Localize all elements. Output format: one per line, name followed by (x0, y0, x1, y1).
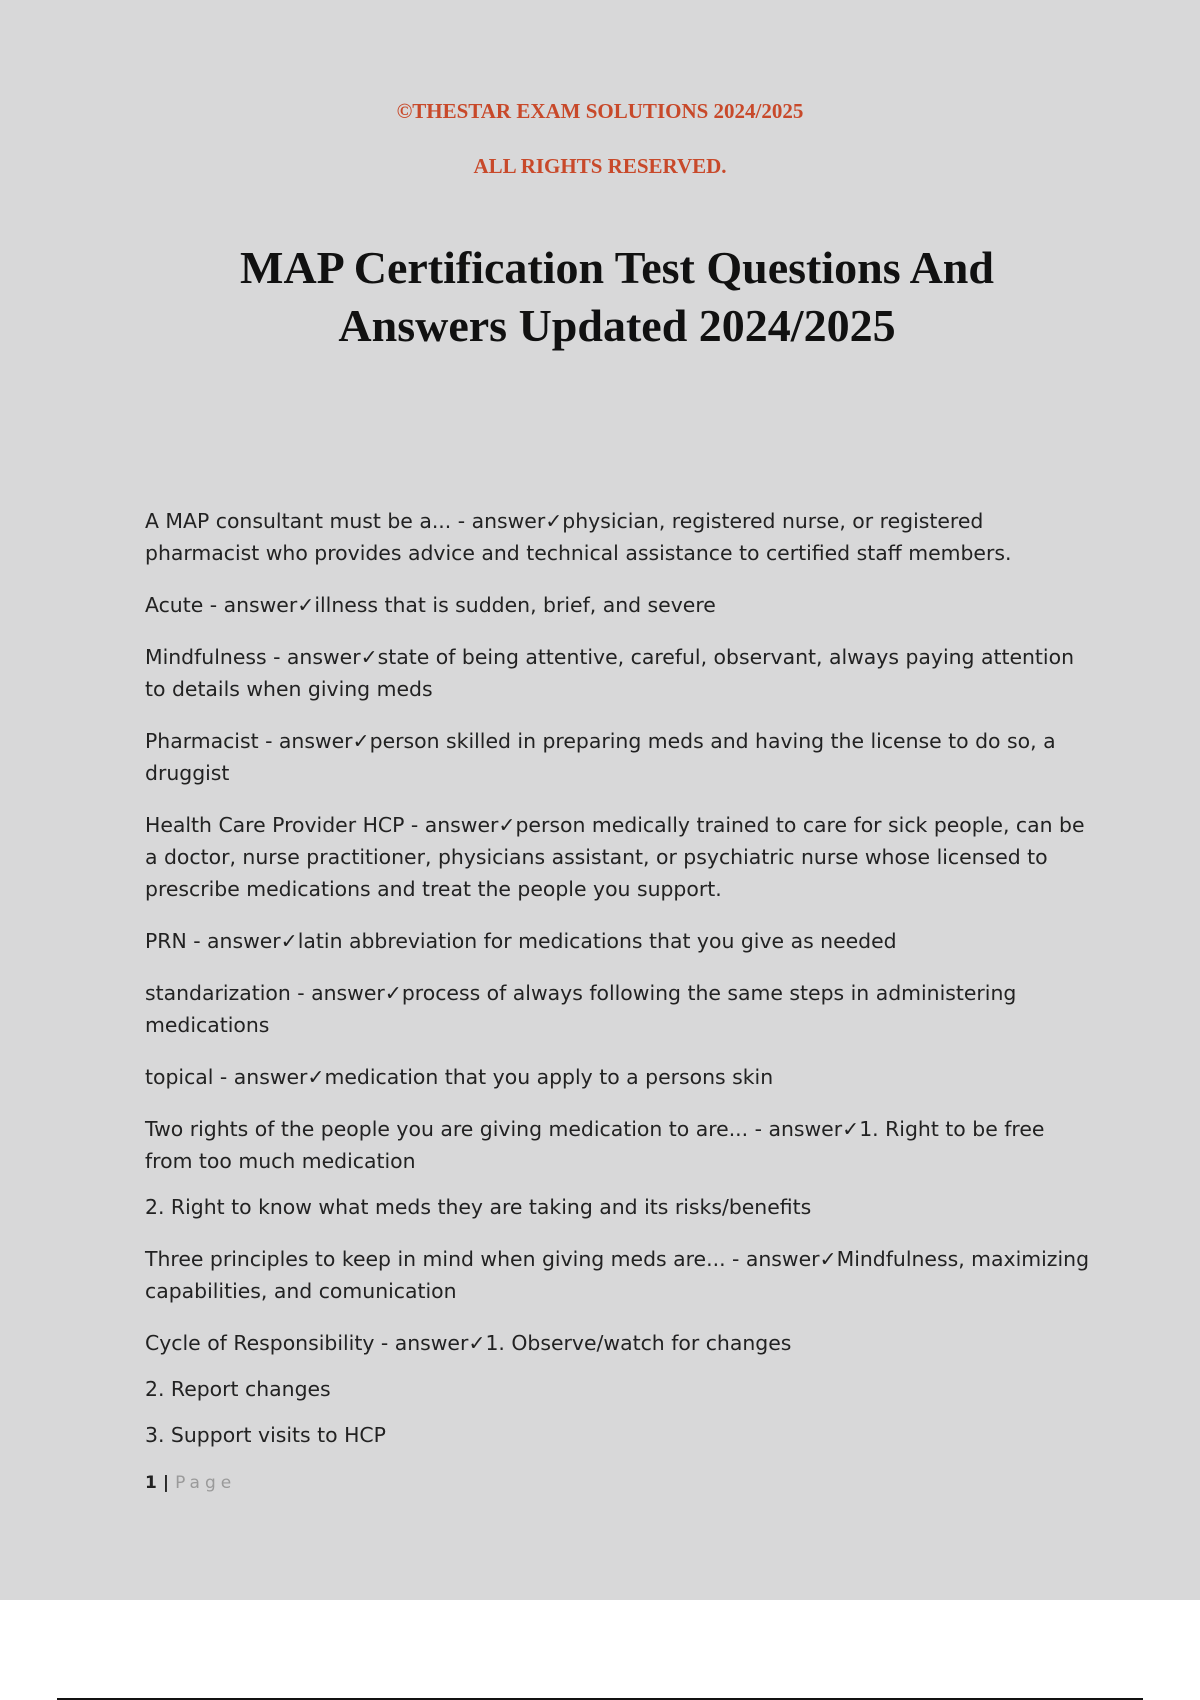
qa-entry: standarization - answer✓process of always following the same steps in administering medications (145, 981, 1017, 1037)
qa-entry: 2. Right to know what meds they are taking and its risks/benefits (145, 1195, 812, 1219)
page-label: Page (175, 1473, 237, 1493)
page-number: 1 (145, 1473, 157, 1493)
title-line-2: Answers Updated 2024/2025 (338, 300, 896, 351)
qa-entry: 3. Support visits to HCP (145, 1423, 386, 1447)
copyright-header: ©THESTAR EXAM SOLUTIONS 2024/2025 (396, 99, 804, 123)
page-footer (145, 1473, 236, 1493)
qa-entry: Acute - answer✓illness that is sudden, brief, and severe (145, 593, 716, 617)
qa-list (145, 505, 1095, 1471)
qa-entry: Health Care Provider HCP - answer✓person medically trained to care for sick people, can be a doctor, nurse practitioner, physicians assistant, or psychiatric nurse whose licensed to prescribe medications and treat the people you support. (145, 813, 1085, 901)
qa-entry: Cycle of Responsibility - answer✓1. Observe/watch for changes (145, 1331, 792, 1355)
qa-entry: Three principles to keep in mind when giving meds are... - answer✓Mindfulness, maximizing capabilities, and comunication (145, 1247, 1090, 1303)
qa-entry: A MAP consultant must be a... - answer✓physician, registered nurse, or registered pharmacist who provides advice and technical assistance to certified staff members. (145, 509, 1012, 565)
qa-entry: Two rights of the people you are giving medication to are... - answer✓1. Right to be free from too much medication (145, 1117, 1045, 1173)
qa-entry: Pharmacist - answer✓person skilled in preparing meds and having the license to do so, a druggist (145, 729, 1056, 785)
qa-entry: PRN - answer✓latin abbreviation for medications that you give as needed (145, 929, 897, 953)
rights-reserved-header: ALL RIGHTS RESERVED. (473, 154, 727, 178)
qa-entry: topical - answer✓medication that you apply to a persons skin (145, 1065, 774, 1089)
qa-entry: Mindfulness - answer✓state of being attentive, careful, observant, always paying attention to details when giving meds (145, 645, 1074, 701)
document-title (100, 239, 1134, 355)
qa-entry: 2. Report changes (145, 1377, 331, 1401)
title-line-1: MAP Certification Test Questions And (240, 242, 994, 293)
footer-separator: | (162, 1473, 170, 1493)
